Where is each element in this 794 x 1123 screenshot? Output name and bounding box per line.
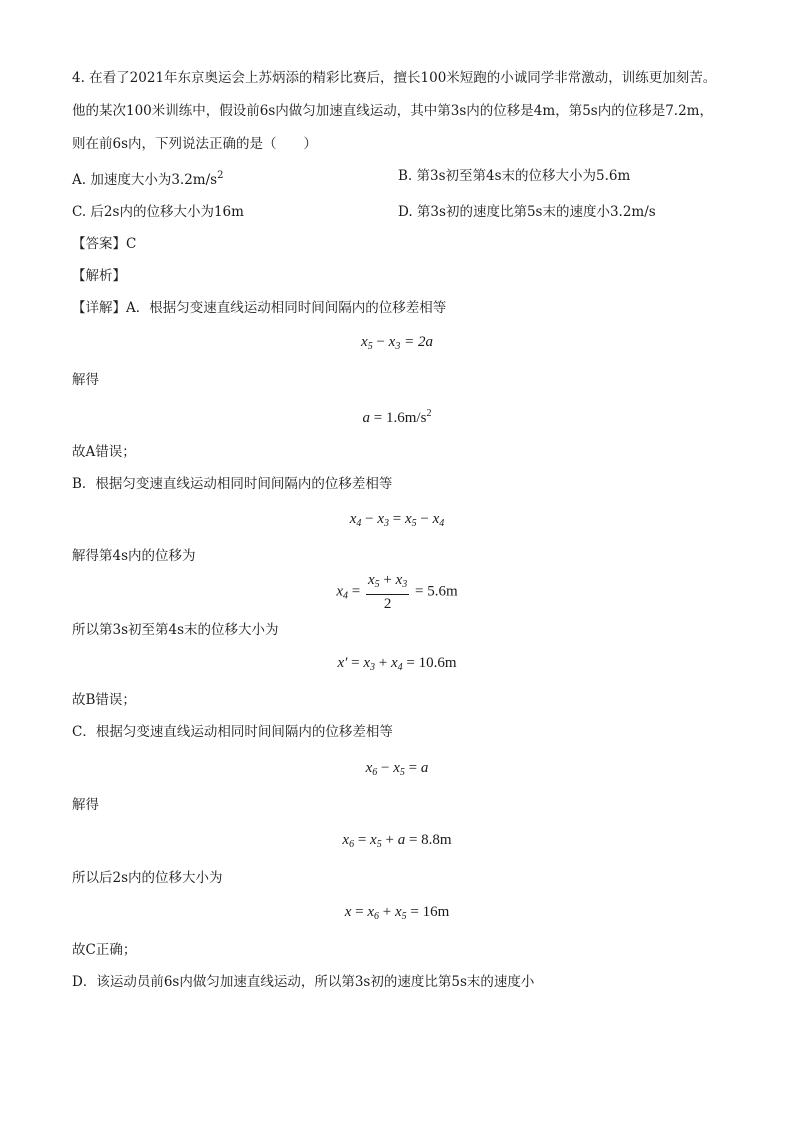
detail-c-intro: C．根据匀变速直线运动相同时间间隔内的位移差相等 bbox=[72, 724, 393, 740]
detail-d-intro: D．该运动员前6s内做匀加速直线运动，所以第3s初的速度比第5s末的速度小 bbox=[72, 974, 535, 990]
detail-b-solve: 解得第4s内的位移为 bbox=[72, 548, 196, 564]
equation-6: $x_6 - x_5 = a$ bbox=[365, 760, 429, 778]
option-a-text: A. 加速度大小为3.2m/s bbox=[72, 172, 218, 188]
equation-4: $x_4$ = $\frac{x_5 + x_3}{2}$ = 5.6m bbox=[336, 572, 458, 612]
detail-b-then: 所以第3s初至第4s末的位移大小为 bbox=[72, 622, 279, 638]
option-d[interactable]: D. 第3s初的速度比第5s末的速度小3.2m/s bbox=[398, 204, 656, 220]
equation-3: $x_4 - x_3 = x_5 - x_4$ bbox=[349, 511, 445, 529]
detail-c-then: 所以后2s内的位移大小为 bbox=[72, 870, 223, 886]
equation-7: $x_6 = x_5 + a = 8.8m$ bbox=[342, 832, 452, 850]
answer-line bbox=[72, 234, 136, 254]
equation-5: $x' = x_3 + x_4 = 10.6m$ bbox=[337, 655, 457, 673]
detail-c-solve: 解得 bbox=[72, 797, 99, 813]
detail-b-conclude: 故B错误； bbox=[72, 692, 136, 708]
detail-a-conclude: 故A错误； bbox=[72, 444, 136, 460]
answer-value: C bbox=[126, 236, 137, 252]
option-b[interactable]: B. 第3s初至第4s末的位移大小为5.6m bbox=[398, 168, 631, 184]
option-a-sup: 2 bbox=[217, 170, 224, 181]
detail-c-conclude: 故C正确； bbox=[72, 942, 137, 958]
equation-8: $x = x_6 + x_5 = 16m$ bbox=[344, 904, 450, 922]
option-c[interactable]: C. 后2s内的位移大小为16m bbox=[72, 204, 244, 220]
analysis-tag: 【解析】 bbox=[72, 268, 126, 284]
option-a[interactable] bbox=[72, 166, 223, 190]
equation-2: $a = 1.6m/s^2$ bbox=[362, 408, 432, 426]
question-stem: 4. 在看了2021年东京奥运会上苏炳添的精彩比赛后，擅长100米短跑的小诚同学非常激动，训练更加刻苦。他的某次100米训练中，假设前6s内做匀加速直线运动，其中第3s内的位移是4m，第5s内的位移是7.2m，则在前6s内，下列说法正确的是（ ） bbox=[72, 70, 717, 152]
detail-b-intro: B．根据匀变速直线运动相同时间间隔内的位移差相等 bbox=[72, 476, 393, 492]
detail-a-intro: 【详解】A．根据匀变速直线运动相同时间间隔内的位移差相等 bbox=[72, 300, 447, 316]
answer-tag: 【答案】 bbox=[72, 236, 126, 252]
detail-a-solve: 解得 bbox=[72, 372, 99, 388]
equation-1: $x_5 - x_3 = 2a$ bbox=[361, 334, 433, 352]
